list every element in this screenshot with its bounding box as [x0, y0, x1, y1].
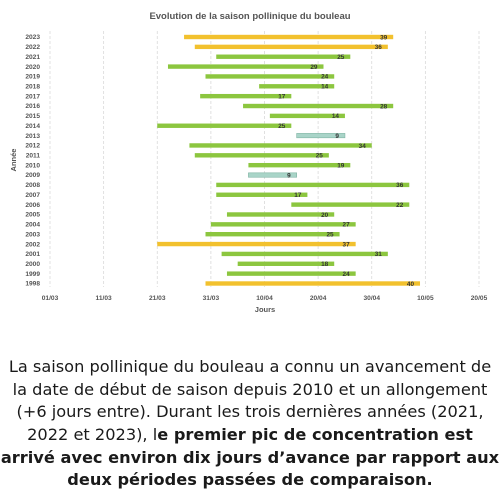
data-label: 9: [335, 132, 339, 140]
data-label: 39: [380, 34, 388, 42]
x-tick-label: 10/05: [417, 295, 434, 302]
data-label: 37: [342, 241, 350, 249]
bar-2004: [211, 222, 356, 226]
bar-1998: [206, 281, 421, 285]
data-label: 20: [321, 211, 329, 219]
caption-paragraph: [0, 356, 500, 492]
data-label: 28: [380, 103, 388, 111]
chart-title: Evolution de la saison pollinique du bouleau: [149, 11, 351, 22]
bar-2000: [238, 261, 335, 269]
bar-2019: [206, 74, 335, 78]
y-tick-label: 2009: [25, 172, 40, 180]
data-label: 24: [321, 73, 329, 81]
caption-bold-text: e premier pic de concentration est arrivé avec environ dix jours d’avance par rapport aux deux périodes passées de comparaison.: [0, 424, 500, 490]
y-tick-label: 2015: [25, 113, 40, 121]
y-tick-label: 2011: [25, 152, 40, 160]
data-label: 17: [294, 192, 302, 200]
bar-2011: [195, 153, 329, 157]
data-label: 31: [374, 251, 382, 259]
data-label: 19: [337, 162, 345, 170]
y-tick-label: 2000: [25, 260, 40, 268]
bar-2021: [216, 54, 350, 62]
data-label: 25: [315, 152, 323, 160]
caption-text: La saison pollinique du bouleau a connu un avancement de la date de début de saison depuis 2010 et un allongement (+6 jours entre). Durant les trois dernières années (2021, 2022 et 2023), l: [8, 357, 492, 444]
data-label: 36: [374, 44, 382, 52]
y-tick-label: 1998: [25, 280, 40, 288]
bar-2002: [157, 241, 355, 249]
y-tick-label: 2010: [25, 162, 40, 170]
y-tick-label: 2002: [25, 241, 40, 249]
bar-2010: [248, 162, 350, 170]
y-tick-label: 2006: [25, 201, 40, 209]
bar-2016: [243, 103, 393, 111]
x-tick-label: 20/04: [309, 295, 327, 302]
y-tick-label: 2014: [25, 122, 40, 130]
y-tick-label: 2016: [25, 103, 40, 111]
y-tick-label: 2012: [25, 142, 40, 150]
data-label: 22: [396, 201, 404, 209]
data-label: 27: [342, 221, 350, 229]
y-tick-label: 2013: [25, 132, 40, 140]
x-tick-label: 30/04: [363, 295, 381, 302]
data-label: 14: [321, 83, 329, 91]
y-tick-label: 2007: [25, 191, 40, 199]
y-tick-label: 2003: [25, 231, 40, 239]
y-axis-label: Année: [9, 148, 18, 172]
bar-2014: [157, 123, 291, 131]
data-label: 24: [342, 270, 350, 278]
x-tick-label: 10/04: [256, 295, 273, 302]
bar-2001: [222, 251, 388, 259]
y-tick-label: 2001: [25, 251, 40, 259]
bar-2020: [168, 64, 324, 68]
data-label: 18: [321, 261, 329, 269]
data-label: 29: [310, 63, 318, 71]
y-tick-label: 1999: [25, 270, 40, 278]
bar-2008: [216, 182, 409, 190]
bar-2022: [195, 44, 388, 52]
x-tick-label: 11/03: [95, 295, 112, 302]
data-label: 25: [278, 123, 286, 131]
y-tick-label: 2004: [25, 221, 40, 229]
data-label: 34: [358, 142, 366, 150]
x-tick-label: 20/05: [470, 295, 488, 302]
x-tick-label: 21/03: [148, 295, 166, 302]
y-tick-label: 2008: [25, 182, 40, 190]
y-tick-label: 2020: [25, 63, 40, 71]
y-tick-label: 2019: [25, 73, 40, 81]
bar-2006: [291, 202, 409, 206]
x-tick-label: 31/03: [202, 295, 220, 302]
bar-2012: [189, 143, 371, 147]
y-tick-label: 2022: [25, 44, 40, 52]
data-label: 36: [396, 182, 404, 190]
data-label: 17: [278, 93, 286, 101]
y-tick-label: 2005: [25, 211, 40, 219]
y-tick-label: 2023: [25, 34, 40, 42]
bar-2023: [184, 34, 393, 42]
y-tick-label: 2017: [25, 93, 40, 101]
x-axis-label: Jours: [254, 305, 276, 314]
data-label: 25: [337, 54, 345, 62]
y-tick-label: 2018: [25, 83, 40, 91]
y-tick-label: 2021: [25, 53, 40, 61]
bar-2003: [206, 232, 340, 236]
x-tick-label: 01/03: [41, 295, 59, 302]
bar-1999: [227, 271, 356, 275]
data-label: 40: [406, 280, 415, 288]
bar-2005: [227, 212, 334, 216]
data-label: 25: [326, 231, 334, 239]
data-label: 14: [331, 113, 339, 121]
data-label: 9: [287, 172, 291, 180]
